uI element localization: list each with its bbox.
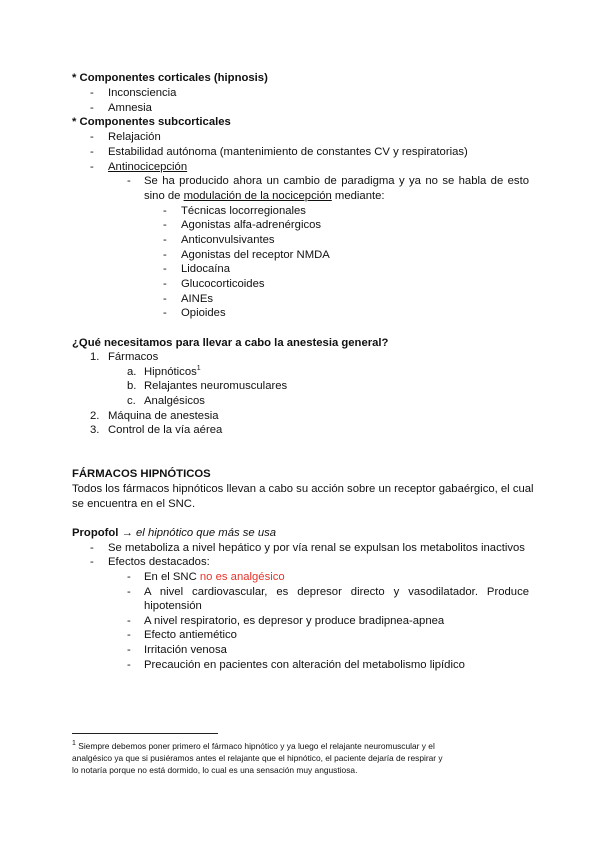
bullet-dash: - xyxy=(163,307,167,319)
bullet-dash: - xyxy=(127,629,131,641)
footnote-ref: 1 xyxy=(196,365,201,373)
intro-line2: se encuentra en el SNC. xyxy=(72,498,196,510)
list-item-analgesicos: Analgésicos xyxy=(144,395,205,407)
footnote-marker: 1 xyxy=(72,740,76,748)
efecto-irritacion: Irritación venosa xyxy=(144,644,227,656)
question-heading: ¿Qué necesitamos para llevar a cabo la anestesia general? xyxy=(72,337,389,349)
efecto-precaucion: Precaución en pacientes con alteración del metabolismo lipídico xyxy=(144,659,465,671)
efecto-snc xyxy=(144,570,285,585)
list-item-modulacion: Agonistas del receptor NMDA xyxy=(181,249,330,261)
efecto-respiratorio: A nivel respiratorio, es depresor y produce bradipnea-apnea xyxy=(144,615,445,627)
bullet-dash: - xyxy=(163,249,167,261)
list-number: 3. xyxy=(90,424,100,436)
footnote-line2: analgésico ya que si pusiéramos antes el relajante que el hipnótico, el paciente dejaría de respirar y xyxy=(72,753,443,763)
list-item-efectos: Efectos destacados: xyxy=(108,556,210,568)
bullet-dash: - xyxy=(90,102,94,114)
list-item-modulacion: AINEs xyxy=(181,293,214,305)
snc-pre: En el SNC xyxy=(144,571,200,583)
bullet-dash: - xyxy=(90,87,94,99)
list-item-metaboliza: Se metaboliza a nivel hepático y por vía renal se expulsan los metabolitos inactivos xyxy=(108,542,525,554)
list-letter: b. xyxy=(127,380,137,392)
footnote-line1 xyxy=(72,741,435,753)
list-item-maquina: Máquina de anestesia xyxy=(108,410,219,422)
paradigma-text-line2 xyxy=(144,189,385,204)
footnote-line3: lo notaría porque no está dormido, lo cual es una sensación muy angustiosa. xyxy=(72,765,358,775)
list-number: 2. xyxy=(90,410,100,422)
bullet-dash: - xyxy=(163,234,167,246)
paradigma-text-line1: Se ha producido ahora un cambio de paradigma y ya no se habla de esto xyxy=(144,175,529,187)
list-item-hipnoticos xyxy=(144,365,201,380)
list-item-modulacion: Lidocaína xyxy=(181,263,230,275)
list-number: 1. xyxy=(90,351,100,363)
bullet-dash: - xyxy=(90,131,94,143)
bullet-dash: - xyxy=(90,556,94,568)
snc-highlight: no es analgésico xyxy=(199,571,285,583)
paradigma-pre: sino de xyxy=(144,190,184,202)
bullet-dash: - xyxy=(90,161,94,173)
bullet-dash: - xyxy=(127,659,131,671)
footnote-text1: Siempre debemos poner primero el fármaco hipnótico y ya luego el relajante neuromuscular y el xyxy=(75,741,435,751)
list-item-estabilidad: Estabilidad autónoma (mantenimiento de constantes CV y respiratorias) xyxy=(108,146,468,158)
list-item-relajantes: Relajantes neuromusculares xyxy=(144,380,288,392)
bullet-dash: - xyxy=(127,175,131,187)
bullet-dash: - xyxy=(127,586,131,598)
list-item-relajacion: Relajación xyxy=(108,131,161,143)
bullet-dash: - xyxy=(163,263,167,275)
bullet-dash: - xyxy=(127,571,131,583)
list-item-modulacion: Glucocorticoides xyxy=(181,278,265,290)
list-item-farmacos: Fármacos xyxy=(108,351,159,363)
efecto-cardio-line1: A nivel cardiovascular, es depresor directo y vasodilatador. Produce xyxy=(144,586,529,598)
footnote-separator xyxy=(72,733,218,734)
subcorticales-heading: * Componentes subcorticales xyxy=(72,116,231,128)
propofol-heading xyxy=(72,526,276,541)
corticales-heading: * Componentes corticales (hipnosis) xyxy=(72,72,268,84)
list-letter: a. xyxy=(127,366,137,378)
hipnoticos-text: Hipnóticos xyxy=(144,366,197,378)
bullet-dash: - xyxy=(163,219,167,231)
propofol-subtitle: → el hipnótico que más se usa xyxy=(118,527,277,539)
list-item-modulacion: Opioides xyxy=(181,307,226,319)
farmacos-hipnoticos-heading: FÁRMACOS HIPNÓTICOS xyxy=(72,468,211,480)
list-item-modulacion: Agonistas alfa-adrenérgicos xyxy=(181,219,322,231)
bullet-dash: - xyxy=(163,293,167,305)
bullet-dash: - xyxy=(90,146,94,158)
bullet-dash: - xyxy=(163,205,167,217)
modulacion-nocicepcion-term: modulación de la nocicepción xyxy=(183,190,332,202)
propofol-label: Propofol xyxy=(72,527,119,539)
list-item-modulacion: Técnicas locorregionales xyxy=(181,205,306,217)
bullet-dash: - xyxy=(90,542,94,554)
list-item-via-aerea: Control de la vía aérea xyxy=(108,424,223,436)
bullet-dash: - xyxy=(163,278,167,290)
paradigma-post: mediante: xyxy=(331,190,385,202)
list-item-modulacion: Anticonvulsivantes xyxy=(181,234,275,246)
list-item-amnesia: Amnesia xyxy=(108,102,152,114)
intro-line1: Todos los fármacos hipnóticos llevan a cabo su acción sobre un receptor gabaérgico, el cual xyxy=(72,483,534,495)
list-item-antinocicepcion: Antinocicepción xyxy=(108,161,188,173)
bullet-dash: - xyxy=(127,644,131,656)
efecto-cardio-line2: hipotensión xyxy=(144,600,202,612)
list-letter: c. xyxy=(127,395,136,407)
list-item-inconsciencia: Inconsciencia xyxy=(108,87,177,99)
bullet-dash: - xyxy=(127,615,131,627)
efecto-antiemetico: Efecto antiemético xyxy=(144,629,237,641)
